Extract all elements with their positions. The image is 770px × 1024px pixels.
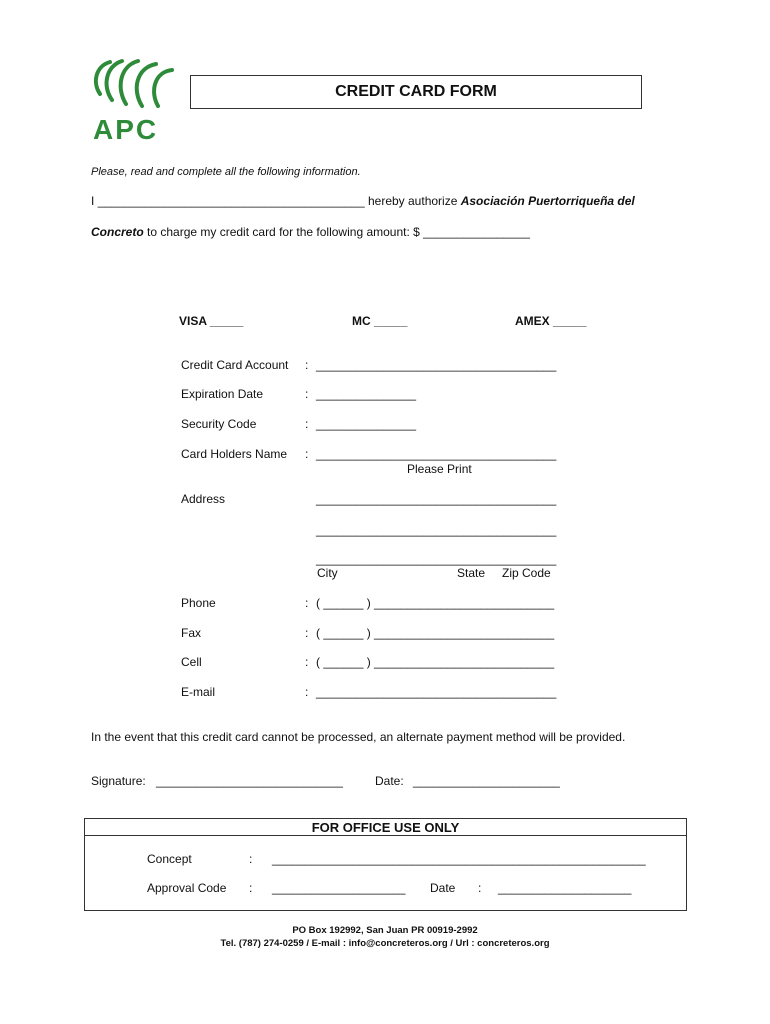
office-date-label: Date	[430, 881, 456, 895]
concept-field[interactable]: ________________________________________________________	[272, 852, 646, 866]
instructions: Please, read and complete all the following information.	[91, 166, 361, 178]
cell-colon: :	[305, 655, 309, 669]
state-caption: State	[457, 566, 486, 580]
zip-caption: Zip Code	[502, 566, 551, 580]
security-label: Security Code	[181, 417, 257, 431]
form-title: CREDIT CARD FORM	[190, 75, 642, 109]
expiration-field[interactable]: _______________	[316, 387, 417, 401]
address-field-3[interactable]: ____________________________________	[316, 552, 557, 566]
office-use-box	[84, 818, 687, 911]
authorization-line-2: Concreto to charge my credit card for the following amount: $ ________________	[91, 225, 530, 239]
approval-code-colon: :	[249, 881, 253, 895]
apc-logo-text: APC	[93, 114, 159, 145]
approval-code-field[interactable]: ____________________	[272, 881, 406, 895]
address-label: Address	[181, 492, 226, 506]
address-field-1[interactable]: ____________________________________	[316, 492, 557, 506]
amount-blank[interactable]: ________________	[423, 225, 530, 239]
account-label: Credit Card Account	[181, 358, 289, 372]
card-option-visa[interactable]: VISA _____	[179, 314, 244, 328]
office-use-title: FOR OFFICE USE ONLY	[85, 819, 686, 836]
email-field[interactable]: ____________________________________	[316, 685, 557, 699]
security-field[interactable]: _______________	[316, 417, 417, 431]
city-caption: City	[317, 566, 338, 580]
footer-address: PO Box 192992, San Juan PR 00919-2992	[292, 925, 478, 936]
please-print-note: Please Print	[407, 462, 472, 476]
concept-colon: :	[249, 852, 253, 866]
cell-field[interactable]: ( ______ ) ___________________________	[316, 655, 555, 669]
name-blank[interactable]: ________________________________________	[97, 194, 365, 208]
holder-field[interactable]: ____________________________________	[316, 447, 557, 461]
authorization-line-1: I ________________________________________ hereby authorize Asociación Puertorriqueña del	[91, 194, 635, 208]
holder-colon: :	[305, 447, 309, 461]
expiration-colon: :	[305, 387, 309, 401]
cell-label: Cell	[181, 655, 202, 669]
approval-code-label: Approval Code	[147, 881, 227, 895]
expiration-label: Expiration Date	[181, 387, 264, 401]
phone-label: Phone	[181, 596, 216, 610]
account-field[interactable]: ____________________________________	[316, 358, 557, 372]
signature-label: Signature:	[91, 774, 146, 788]
email-colon: :	[305, 685, 309, 699]
card-option-mc[interactable]: MC _____	[352, 314, 408, 328]
security-colon: :	[305, 417, 309, 431]
office-date-field[interactable]: ____________________	[498, 881, 632, 895]
holder-label: Card Holders Name	[181, 447, 288, 461]
card-option-amex[interactable]: AMEX _____	[515, 314, 587, 328]
account-colon: :	[305, 358, 309, 372]
address-field-2[interactable]: ____________________________________	[316, 523, 557, 537]
office-date-colon: :	[478, 881, 482, 895]
fax-colon: :	[305, 626, 309, 640]
footer-contact: Tel. (787) 274-0259 / E-mail : info@concreteros.org / Url : concreteros.org	[220, 938, 550, 949]
date-field[interactable]: ______________________	[413, 774, 560, 788]
fax-label: Fax	[181, 626, 202, 640]
alternate-payment-note: In the event that this credit card cannot be processed, an alternate payment method will be provided.	[91, 730, 626, 744]
signature-field[interactable]: ____________________________	[156, 774, 343, 788]
fax-field[interactable]: ( ______ ) ___________________________	[316, 626, 555, 640]
email-label: E-mail	[181, 685, 216, 699]
phone-colon: :	[305, 596, 309, 610]
date-label: Date:	[375, 774, 404, 788]
phone-field[interactable]: ( ______ ) ___________________________	[316, 596, 555, 610]
concept-label: Concept	[147, 852, 192, 866]
